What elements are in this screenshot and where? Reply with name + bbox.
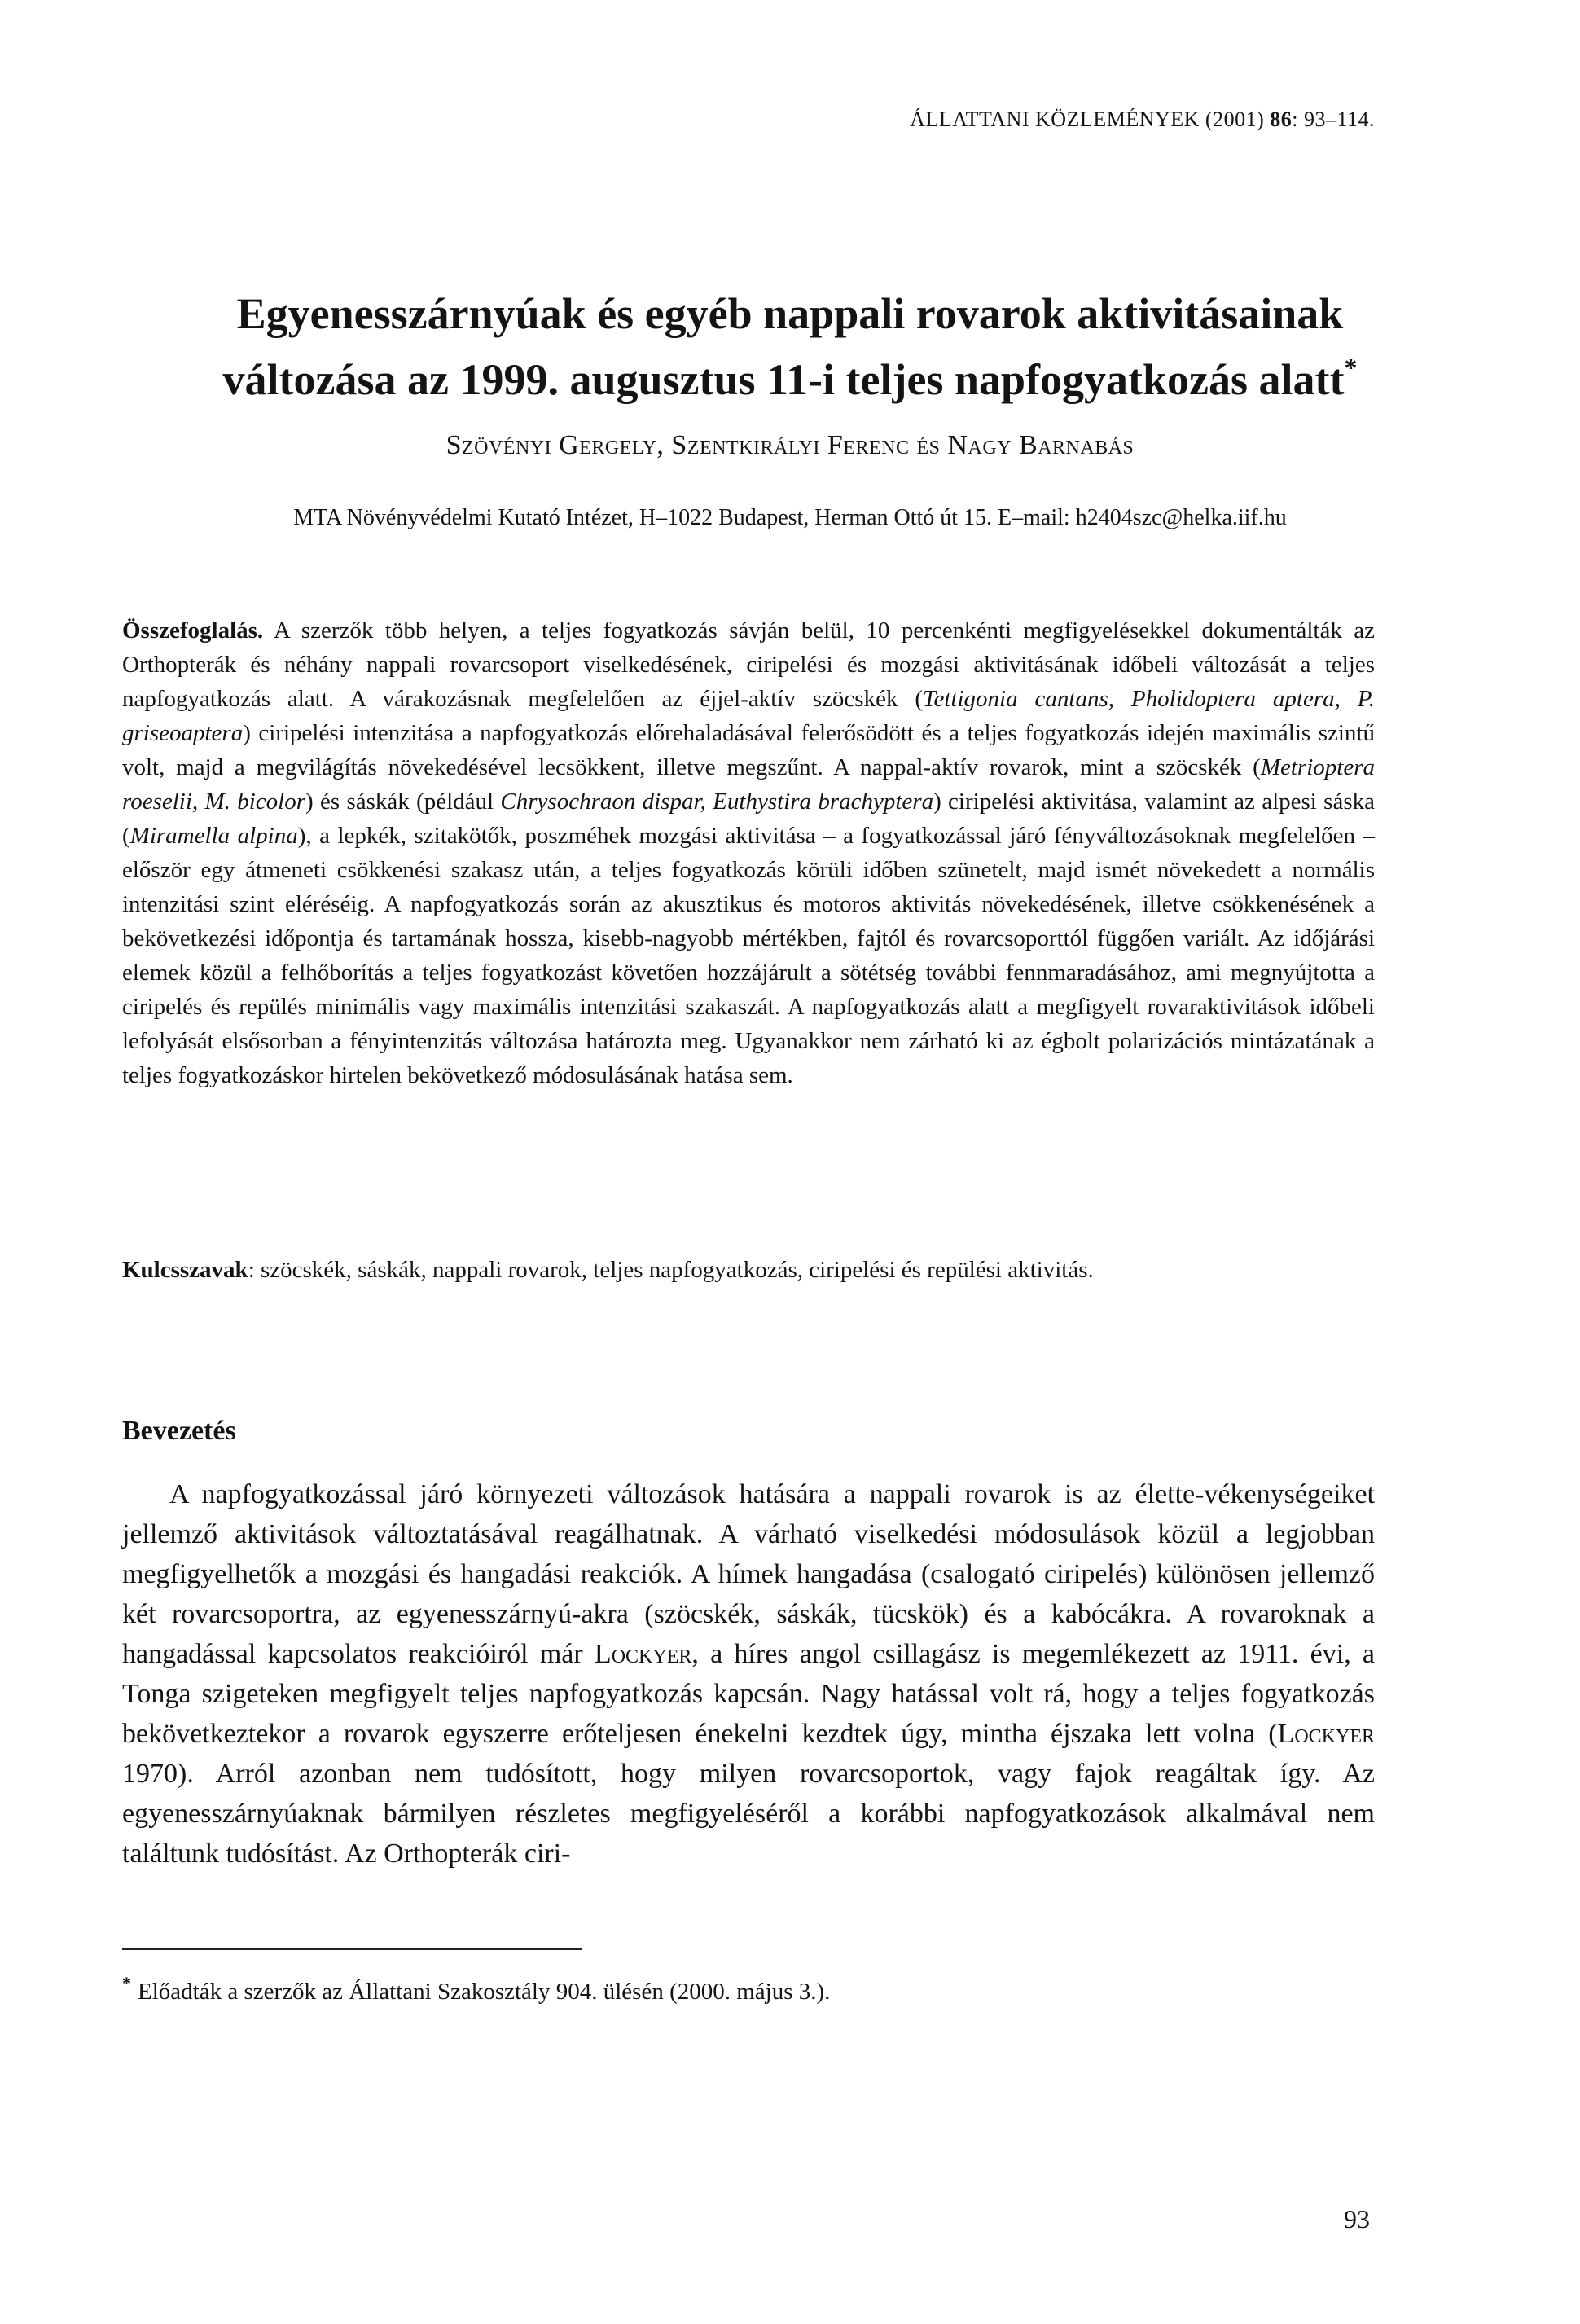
- species-names: Tettigonia cantans, Pholidoptera aptera, P. griseoaptera: [122, 686, 1376, 746]
- species-names: Chrysochraon dispar, Euthystira brachyptera: [500, 789, 934, 815]
- footnote-divider: [122, 1948, 582, 1950]
- title-line-1: Egyenesszárnyúak és egyéb nappali rovarok aktivitásainak: [236, 289, 1344, 338]
- body-paragraph: A napfogyatkozással járó környezeti változások hatására a nappali rovarok is az élette-vékenységeiket jellemző aktivitások változtatásával reagálhatnak. A várható viselkedési módosulások közül a legjobban megfigyelhetők a mozgási és hangadási reakciók. A hímek hangadása (csalogató ciripelés) különösen jellemző két rovarcsoportra, az egyenesszárnyú-akra (szöcskék, sáskák, tücskök) és a kabócákra. A rovaroknak a hangadással kapcsolatos reakcióiról már Lockyer, a híres angol csillagász is megemlékezett az 1911. évi, a Tonga szigeteken megfigyelt teljes napfogyatkozás kapcsán. Nagy hatással volt rá, hogy a teljes fogyatkozás bekövetkeztekor a rovarok egyszerre erőteljesen énekelni kezdtek úgy, mintha éjszaka lett volna (Lockyer 1970). Arról azonban nem tudósított, hogy milyen rovarcsoportok, vagy fajok reagáltak így. Az egyenesszárnyúaknak bármilyen részletes megfigyeléséről a korábbi napfogyatkozások alkalmával nem találtunk tudósítást. Az Orthopterák ciri-: [122, 1479, 1376, 1869]
- keywords-label: Kulcsszavak: [122, 1257, 248, 1283]
- keywords: [122, 1253, 1375, 1287]
- author-citation: Lockyer: [594, 1639, 692, 1669]
- running-head: [910, 108, 1375, 132]
- page-number: 93: [1344, 2204, 1370, 2234]
- keywords-text: : szöcskék, sáskák, nappali rovarok, teljes napfogyatkozás, ciripelési és repülési aktivitás.: [248, 1257, 1094, 1283]
- article-title: [122, 287, 1458, 406]
- authors: Szövényi Gergely, Szentkirályi Ferenc és Nagy Barnabás: [445, 430, 1135, 460]
- title-footnote-mark: *: [1344, 353, 1358, 382]
- abstract-label: Összefoglalás.: [122, 617, 264, 644]
- volume-number: 86: [1270, 108, 1293, 131]
- title-line-2: változása az 1999. augusztus 11-i teljes napfogyatkozás alatt*: [222, 353, 1358, 404]
- page-range: : 93–114.: [1292, 108, 1375, 131]
- footnote-mark: *: [122, 1973, 131, 1993]
- section-heading: Bevezetés: [122, 1416, 236, 1446]
- journal-name: ÁLLATTANI KÖZLEMÉNYEK (2001): [910, 108, 1271, 131]
- footnote-text: Előadták a szerzők az Állattani Szakosztály 904. ülésén (2000. május 3.).: [138, 1979, 831, 2005]
- species-names: Metrioptera roeselii, M. bicolor: [122, 754, 1375, 815]
- species-names: Miramella alpina: [129, 823, 298, 849]
- abstract: Összefoglalás. A szerzők több helyen, a teljes fogyatkozás sávján belül, 10 percenkénti megfigyelésekkel dokumentálták az Orthopterák és néhány nappali rovarcsoport viselkedésének, ciripelési és mozgási aktivitásának időbeli változását a teljes napfogyatkozás alatt. A várakozásnak megfelelően az éjjel-aktív szöcskék (Tettigonia cantans, Pholidoptera aptera, P. griseoaptera) ciripelési intenzitása a napfogyatkozás előrehaladásával felerősödött és a teljes fogyatkozás idején maximális szintű volt, majd a megvilágítás növekedésével lecsökkent, illetve megszűnt. A nappal-aktív rovarok, mint a szöcskék (Metrioptera roeselii, M. bicolor) és sáskák (például Chrysochraon dispar, Euthystira brachyptera) ciripelési aktivitása, valamint az alpesi sáska (Miramella alpina), a lepkék, szitakötők, poszméhek mozgási aktivitása – a fogyatkozással járó fényváltozásoknak megfelelően – először egy átmeneti csökkenési szakasz után, a teljes fogyatkozás körüli időben szünetelt, majd ismét növekedett a normális intenzitási szint eléréséig. A napfogyatkozás során az akusztikus és motoros aktivitás növekedésének, illetve csökkenésének a bekövetkezési időpontja és tartamának hossza, kisebb-nagyobb mértékben, fajtól és rovarcsoporttól függően variált. Az időjárási elemek közül a felhőborítás a teljes fogyatkozást követően hozzájárult a sötétség további fennmaradásához, ami megnyújtotta a ciripelés és repülés minimális vagy maximális intenzitási szakaszát. A napfogyatkozás alatt a megfigyelt rovaraktivitások időbeli lefolyását elsősorban a fényintenzitás változása határozta meg. Ugyanakkor nem zárható ki az égbolt polarizációs mintázatának a teljes fogyatkozáskor hirtelen bekövetkező módosulásának hatása sem.: [122, 617, 1376, 1088]
- author-citation: Lockyer: [1277, 1719, 1375, 1749]
- affiliation: MTA Növényvédelmi Kutató Intézet, H–1022 Budapest, Herman Ottó út 15. E–mail: h2404szc@helka.iif.hu: [293, 505, 1287, 530]
- footnote: [122, 1973, 1375, 2005]
